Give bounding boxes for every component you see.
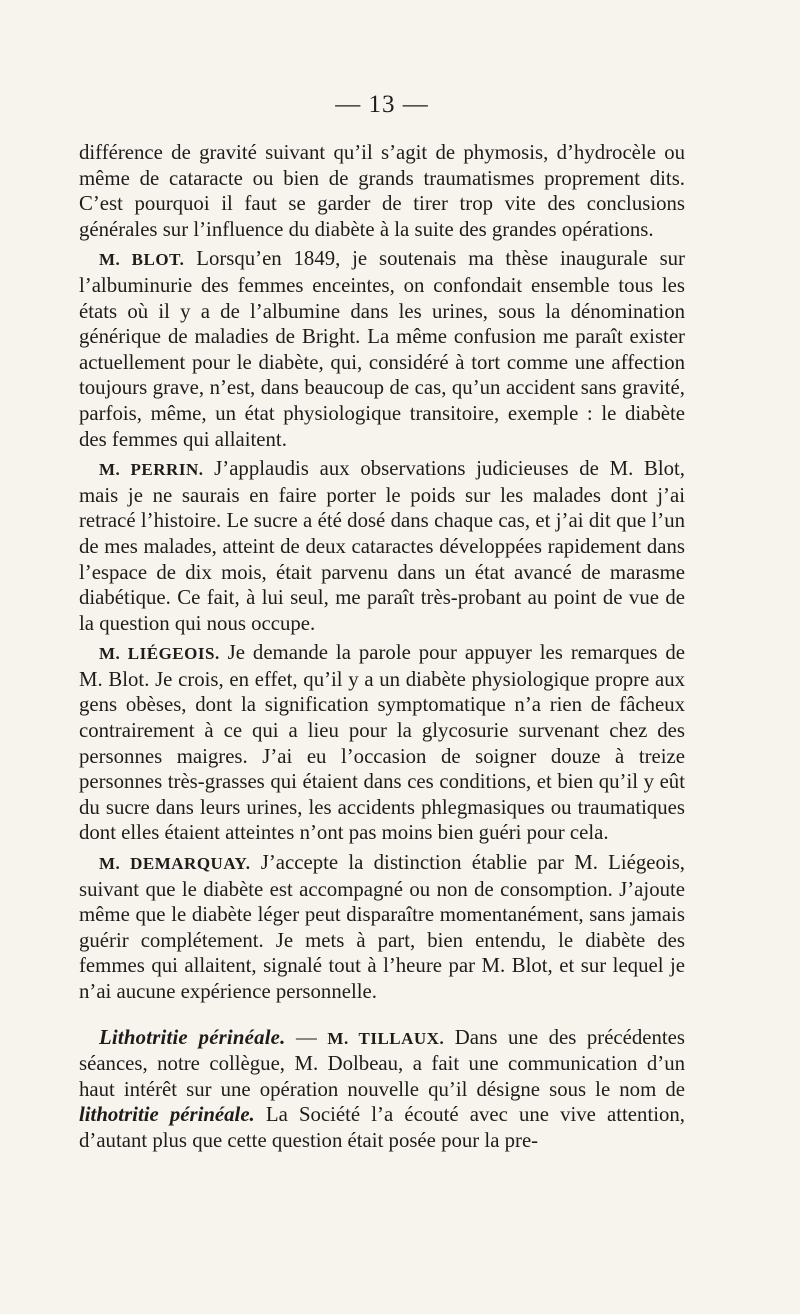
text-tillaux-before: Dans une des précédentes séances, notre collègue, M. Dolbeau, a fait une communication d’un haut intérêt sur une opération nouvelle qu’il désigne sous le nom de <box>79 1025 686 1101</box>
text-blot: Lorsqu’en 1849, je soutenais ma thèse inaugurale sur l’albuminurie des femmes enceintes, on confondait ensemble tous les états où il y a de l’albumine dans les urines, sous la dénomination générique de maladies de Bright. La même confusion me paraît exister actuellement pour le diabète, qui, considéré à tort comme une affection toujours grave, n’est, dans beaucoup de cas, qu’un accident sans gravité, parfois, même, un état physiologique transitoire, exemple : le diabète des femmes qui allaitent. <box>79 247 685 451</box>
paragraph-liegeois <box>79 640 685 846</box>
paragraph-blot <box>79 246 685 452</box>
book-page <box>79 90 685 1154</box>
emphasis-lithotritie: lithotritie périnéale. <box>79 1103 255 1127</box>
speaker-tillaux: M. TILLAUX. <box>327 1028 445 1048</box>
text-tillaux-after: La Société l’a écouté avec une vive attention, d’autant plus que cette question était posée pour la pre- <box>79 1103 685 1152</box>
paragraph-perrin <box>79 456 685 636</box>
section-dash: — <box>285 1025 328 1049</box>
speaker-blot: M. BLOT. <box>99 250 185 270</box>
paragraph-demarquay <box>79 850 685 1005</box>
section-lithotritie <box>79 1025 685 1154</box>
text-perrin: J’applaudis aux observations judicieuses de M. Blot, mais je ne saurais en faire porter le poids sur les malades dont j’ai retracé l’histoire. Le sucre a été dosé dans chaque cas, et j’ai dit que l’un de mes malades, atteint de deux cataractes développées rapidement dans l’espace de dix mois, était parvenu dans un état avancé de marasme diabétique. Ce fait, à lui seul, me paraît très-probant au point de vue de la question qui nous occupe. <box>79 457 685 635</box>
speaker-demarquay: M. DEMARQUAY. <box>99 854 251 874</box>
page-number: — 13 — <box>335 91 429 118</box>
section-title: Lithotritie périnéale. <box>99 1025 286 1049</box>
text-demarquay: J’accepte la distinction établie par M. Liégeois, suivant que le diabète est accompagné ou non de consomption. J’ajoute même que le diabète léger peut disparaître momentanément, sans jamais guérir complétement. Je mets à part, bien entendu, le diabète des femmes qui allaitent, signalé tout à l’heure par M. Blot, et sur lequel je n’ai aucune expérience personnelle. <box>79 851 685 1003</box>
speaker-liegeois: M. LIÉGEOIS. <box>99 644 220 664</box>
section-gap <box>79 1005 685 1025</box>
text-liegeois: Je demande la parole pour appuyer les remarques de M. Blot. Je crois, en effet, qu’il y a un diabète physiologique propre aux gens obèses, dont la signification symptomatique n’a rien de fâcheux contrairement à ce qui a lieu pour la glycosurie survenant chez des personnes maigres. J’ai eu l’occasion de soigner douze à treize personnes très-grasses qui étaient dans ces conditions, et bien qu’il y eût du sucre dans leurs urines, les accidents phlegmasiques ou traumatiques dont elles étaient atteintes n’ont pas moins bien guéri pour cela. <box>79 641 686 845</box>
paragraph-continuation: différence de gravité suivant qu’il s’agit de phymosis, d’hydrocèle ou même de cataracte ou bien de grands traumatismes proprement dits. C’est pourquoi il faut se garder de tirer trop vite des conclusions générales sur l’influence du diabète à la suite des grandes opérations. <box>79 141 685 241</box>
speaker-perrin: M. PERRIN. <box>99 460 204 480</box>
